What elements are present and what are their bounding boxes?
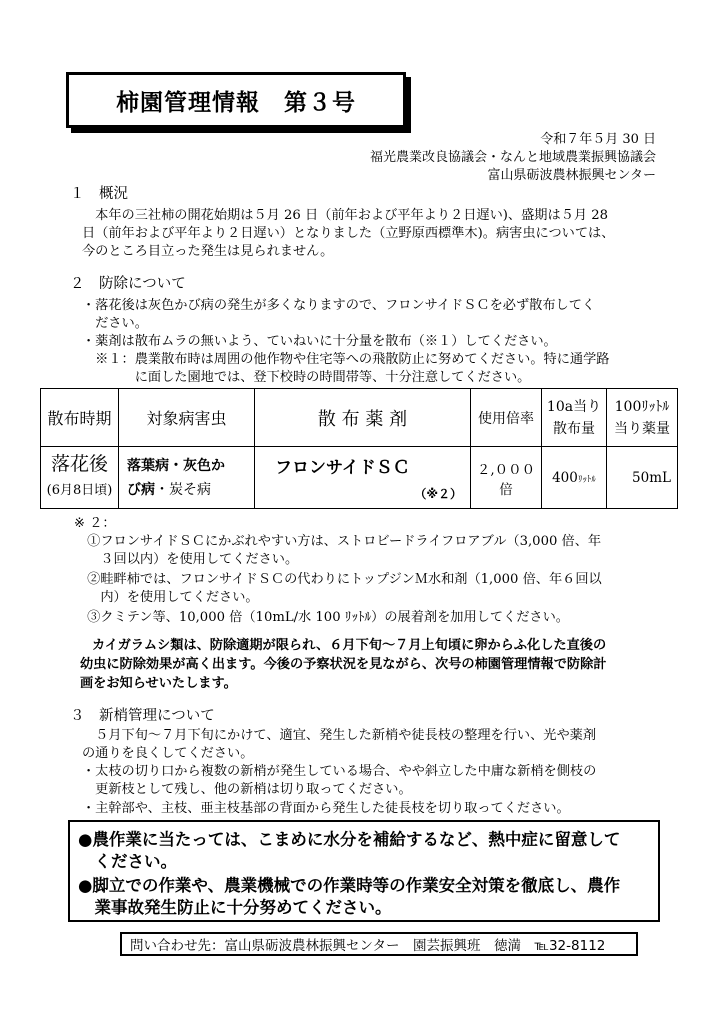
header-chemical: 散 布 薬 剤 [255, 389, 471, 447]
note-line: ③クミテン等、10,000 倍（10mL/水 100 ﾘｯﾄﾙ）の展着剤を加用してください。 [74, 610, 569, 625]
warning-line: ●脚立での作業や、農業機械での作業時等の作業安全対策を徹底し、農作 [78, 876, 621, 895]
section3-line: ・主幹部や、主枝、亜主枝基部の背面から発生した徒長枝を切り取ってください。 [82, 801, 570, 816]
section1-heading: １ 概況 [70, 186, 128, 202]
section3-line: の通りを良くしてください。 [82, 746, 254, 761]
pest-normal: ・炭そ病 [155, 481, 211, 498]
note-line: ※ ２： [74, 516, 116, 531]
contact-box [120, 932, 638, 956]
bold-line: 幼虫に防除効果が高く出ます。今後の予察状況を見ながら、次号の柿園管理情報で防除計 [80, 657, 607, 672]
safety-warning-box [68, 820, 660, 922]
header-amount-line1: 10a当り [546, 398, 602, 415]
issue-date: 令和７年５月 30 日 [540, 132, 656, 147]
header-pest: 対象病害虫 [119, 389, 255, 447]
note-line: ②畦畔柿では、フロンサイドＳＣの代わりにトップジンＭ水和剤（1,000 倍、年６回以 [74, 572, 602, 587]
bold-line: 画をお知らせいたします。 [80, 676, 237, 691]
row-pest [119, 447, 255, 509]
pest-bold-2: び病 [127, 481, 155, 498]
section1-line: 日（前年および平年より２日遅い）となりました（立野原西標準木)。病害虫については、 [82, 226, 615, 241]
pest-bold: 落葉病・灰色か [127, 457, 225, 474]
header-ratio: 使用倍率 [471, 389, 542, 447]
section2-line: ・薬剤は散布ムラの無いよう、ていねいに十分量を散布（※１）してください。 [82, 334, 557, 349]
header-timing: 散布時期 [41, 389, 119, 447]
section2-heading: ２ 防除について [70, 276, 186, 292]
section3-line: ５月下旬～７月下旬にかけて、適宜、発生した新梢や徒長枝の整理を行い、光や薬剤 [82, 728, 597, 743]
row-ratio: ２,０００倍 [471, 447, 542, 509]
warning-line: ●農作業に当たっては、こまめに水分を補給するなど、熱中症に留意して [78, 830, 621, 849]
note-line: ①フロンサイドＳＣにかぶれやすい方は、ストロビードライフロアブル（3,000 倍、年 [74, 534, 602, 549]
header-dose-line2: 当り薬量 [614, 420, 670, 437]
section1-line: 本年の三社柿の開花始期は５月 26 日（前年および平年より２日遅い)、盛期は５月 28 [82, 208, 609, 223]
warning-line: 業事故発生防止に十分努めてください。 [78, 898, 392, 917]
title-box [66, 72, 406, 128]
row-amount [542, 447, 607, 509]
timing-date: (6月8日頃) [46, 483, 113, 498]
header-dose-line1: 100ﾘｯﾄﾙ [614, 398, 670, 415]
note-line: 内）を使用してください。 [74, 590, 259, 605]
header-amount-line2: 散布量 [553, 420, 595, 437]
section2-line: ※１：農業散布時は周囲の他作物や住宅等への飛散防止に努めてください。特に通学路 [82, 352, 610, 367]
header-amount [542, 389, 607, 447]
section1-line: 今のところ目立った発生は見られません。 [82, 244, 334, 259]
timing: 落花後 [50, 453, 108, 475]
section3-line: ・太枝の切り口から複数の新梢が発生している場合、やや斜立した中庸な新梢を側枝の [82, 764, 597, 779]
row-dose: 50mL [607, 447, 678, 509]
section3-heading: ３ 新梢管理について [70, 708, 215, 724]
chemical-note: （※２） [414, 487, 462, 501]
spray-table [40, 388, 678, 509]
warning-line: ください。 [78, 852, 177, 871]
chemical-name: フロンサイドＳＣ [275, 458, 410, 478]
issuer-org-2: 富山県砺波農林振興センター [487, 168, 656, 183]
page-title: 柿園管理情報 第３号 [116, 89, 356, 116]
row-chemical [255, 447, 471, 509]
bold-line: カイガラムシ類は、防除適期が限られ、６月下旬～７月上旬頃に卵からふ化した直後の [92, 638, 607, 653]
row-timing [41, 447, 119, 509]
section2-line: に面した園地では、登下校時の時間帯等、十分注意してください。 [82, 370, 531, 385]
note-line: ３回以内）を使用してください。 [74, 552, 299, 567]
section2-line: ・落花後は灰色かび病の発生が多くなりますので、フロンサイドＳＣを必ず散布してく [82, 298, 596, 313]
contact-info: 問い合わせ先：富山県砺波農林振興センター 園芸振興班 徳満 ℡32-8112 [130, 938, 606, 954]
section2-line: ださい。 [82, 316, 148, 331]
amount-num: 400 [552, 469, 578, 486]
amount-unit: ﾘｯﾄﾙ [577, 474, 596, 485]
header-dose [607, 389, 678, 447]
issuer-org-1: 福光農業改良協議会・なんと地域農業振興協議会 [369, 150, 656, 165]
section3-line: 更新枝として残し、他の新梢は切り取ってください。 [82, 782, 412, 797]
